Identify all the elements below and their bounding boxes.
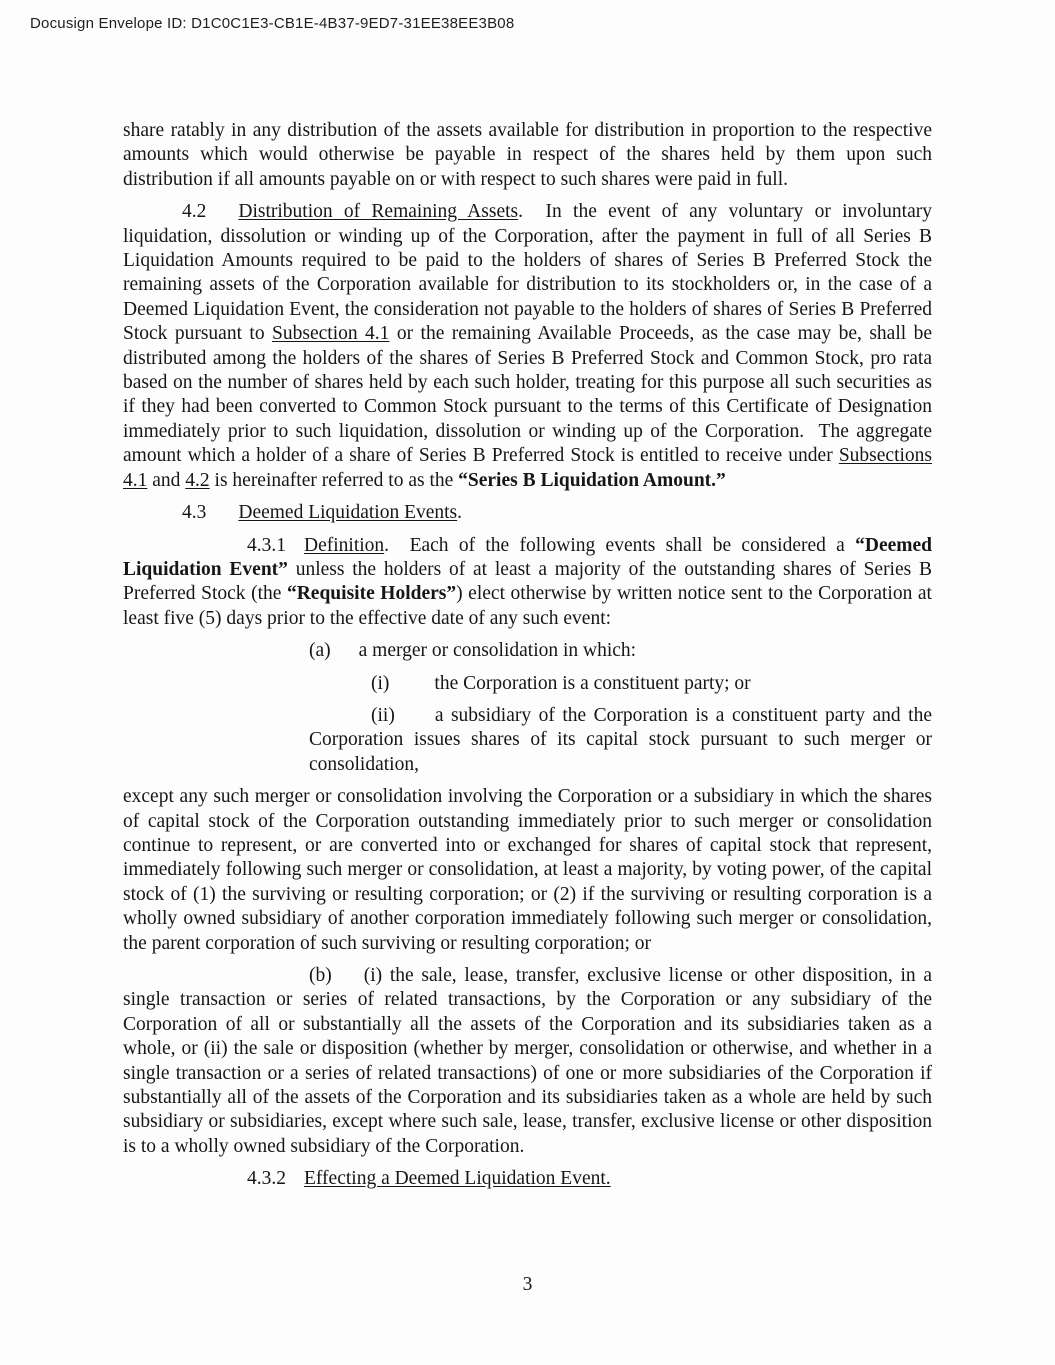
text-run: a merger or consolidation in which: — [358, 640, 637, 662]
text-run: Subsections 4.1 — [123, 445, 932, 491]
section-4-2-distribution-of-remaining-assets — [123, 200, 932, 493]
exception-paragraph — [123, 785, 932, 956]
heading-4-3-2-effecting-a-deemed-liquidation-event — [123, 1167, 932, 1191]
text-run: (a) — [309, 640, 331, 662]
text-run: unless the holders of at least a majority of the outstanding shares of Series B Preferred Stock (the — [123, 558, 933, 605]
text-run: (b) — [309, 965, 332, 986]
text-run: (i) — [371, 672, 390, 694]
heading-4-3-deemed-liquidation-events — [123, 501, 932, 525]
section-4-3-1-definition — [123, 534, 932, 632]
tab-space — [332, 980, 364, 981]
continuation-paragraph — [123, 119, 932, 192]
docusign-envelope-id: Docusign Envelope ID: D1C0C1E3-CB1E-4B37-9ED7-31EE38EE3B08 — [30, 15, 515, 32]
tab-space — [395, 720, 435, 721]
item-i-corporation-constituent-party — [123, 672, 932, 696]
tab-space — [206, 517, 238, 518]
text-run: Deemed Liquidation Events — [238, 502, 458, 524]
text-run: (ii) — [371, 704, 395, 726]
text-run: 4.2 — [182, 201, 207, 223]
text-run: 4.2 — [185, 469, 210, 491]
text-run: . — [457, 502, 463, 524]
item-b-sale-of-assets — [123, 964, 932, 1159]
text-run: 4.3.1 — [247, 534, 286, 556]
text-run: “Deemed Liquidation Event” — [123, 534, 932, 580]
text-run: or the remaining Available Proceeds, as the case may be, shall be distributed among the holders of the shares of Series B Preferred Stock and Common Stock, pro rata based on the number of shares held by each such holder, treating for this purpose all such securities as if they had been converted to Common Stock pursuant to the terms of this Certificate of Designation immediately prior to such liquidation, dissolution or winding up of the Corporation. The aggregate amount which a holder of a share of Series B Preferred Stock is entitled to receive under — [123, 323, 932, 467]
document-body — [123, 119, 932, 1200]
text-run: . Each of the following events shall be considered a — [384, 534, 856, 556]
text-run: 4.3 — [182, 502, 207, 524]
text-run: Effecting a Deemed Liquidation Event. — [304, 1168, 611, 1190]
text-run: 4.3.2 — [247, 1168, 286, 1190]
text-run: Definition — [304, 534, 385, 556]
text-run: and — [147, 469, 186, 491]
tab-space — [286, 550, 304, 551]
text-run: except any such merger or consolidation involving the Corporation or a subsidiary in which the shares of capital stock of the Corporation outstanding immediately prior to such merger or consolidation continue to represent, or are converted into or exchanged for shares of capital stock that represent, immediately following such merger or consolidation, at least a majority, by voting power, of the capital stock of (1) the surviving or resulting corporation; or (2) if the surviving or resulting corporation is a wholly owned subsidiary of another corporation immediately following such merger or consolidation, the parent corporation of such surviving or resulting corporation; or — [123, 786, 932, 954]
item-a-merger-or-consolidation — [123, 639, 932, 663]
text-run: ) elect otherwise by written notice sent to the Corporation at least five (5) days prior to the effective date of any such event: — [123, 583, 932, 629]
page-number: 3 — [522, 1274, 533, 1295]
text-run: (i) the sale, lease, transfer, exclusive license or other disposition, in a single transaction or series of related transactions, by the Corporation or any subsidiary of the Corporation of all or substantially all the assets of the Corporation and its subsidiaries taken as a whole, or (ii) the sale or disposition (whether by merger, consolidation or otherwise, and whether in a single transaction or a series of related transactions) of one or more subsidiaries of the Corporation if substantially all of the assets of the Corporation and its subsidiaries taken as a whole are held by such subsidiary or subsidiaries, except where such sale, lease, transfer, exclusive license or other disposition is to a wholly owned subsidiary of the Corporation. — [123, 965, 932, 1157]
tab-space — [331, 655, 359, 656]
text-run: “Series B Liquidation Amount.” — [458, 469, 726, 491]
text-run: Subsection 4.1 — [272, 323, 390, 345]
text-run: “Requisite Holders” — [286, 583, 457, 605]
tab-space — [206, 216, 238, 217]
text-run: is hereinafter referred to as the — [209, 469, 459, 491]
text-run: a subsidiary of the Corporation is a constituent party and the Corporation issues shares of its capital stock pursuant to such merger or consolidation, — [309, 704, 932, 775]
text-run: share ratably in any distribution of the assets available for distribution in proportion to the respective amounts which would otherwise be payable in respect of the shares held by them upon such distribution if all amounts payable on or with respect to such shares were paid in full. — [123, 120, 932, 190]
text-run: the Corporation is a constituent party; or — [434, 672, 751, 694]
item-ii-subsidiary-constituent-party — [309, 704, 932, 777]
text-run: . In the event of any voluntary or involuntary liquidation, dissolution or winding up of the Corporation, after the payment in full of all Series B Liquidation Amounts required to be paid to the holders of shares of Series B Preferred Stock the remaining assets of the Corporation available for distribution to its stockholders or, in the case of a Deemed Liquidation Event, the consideration not payable to the holders of shares of Series B Preferred Stock pursuant to — [123, 201, 932, 345]
tab-space — [389, 688, 434, 689]
text-run: Distribution of Remaining Assets — [238, 201, 519, 223]
tab-space — [286, 1183, 304, 1184]
